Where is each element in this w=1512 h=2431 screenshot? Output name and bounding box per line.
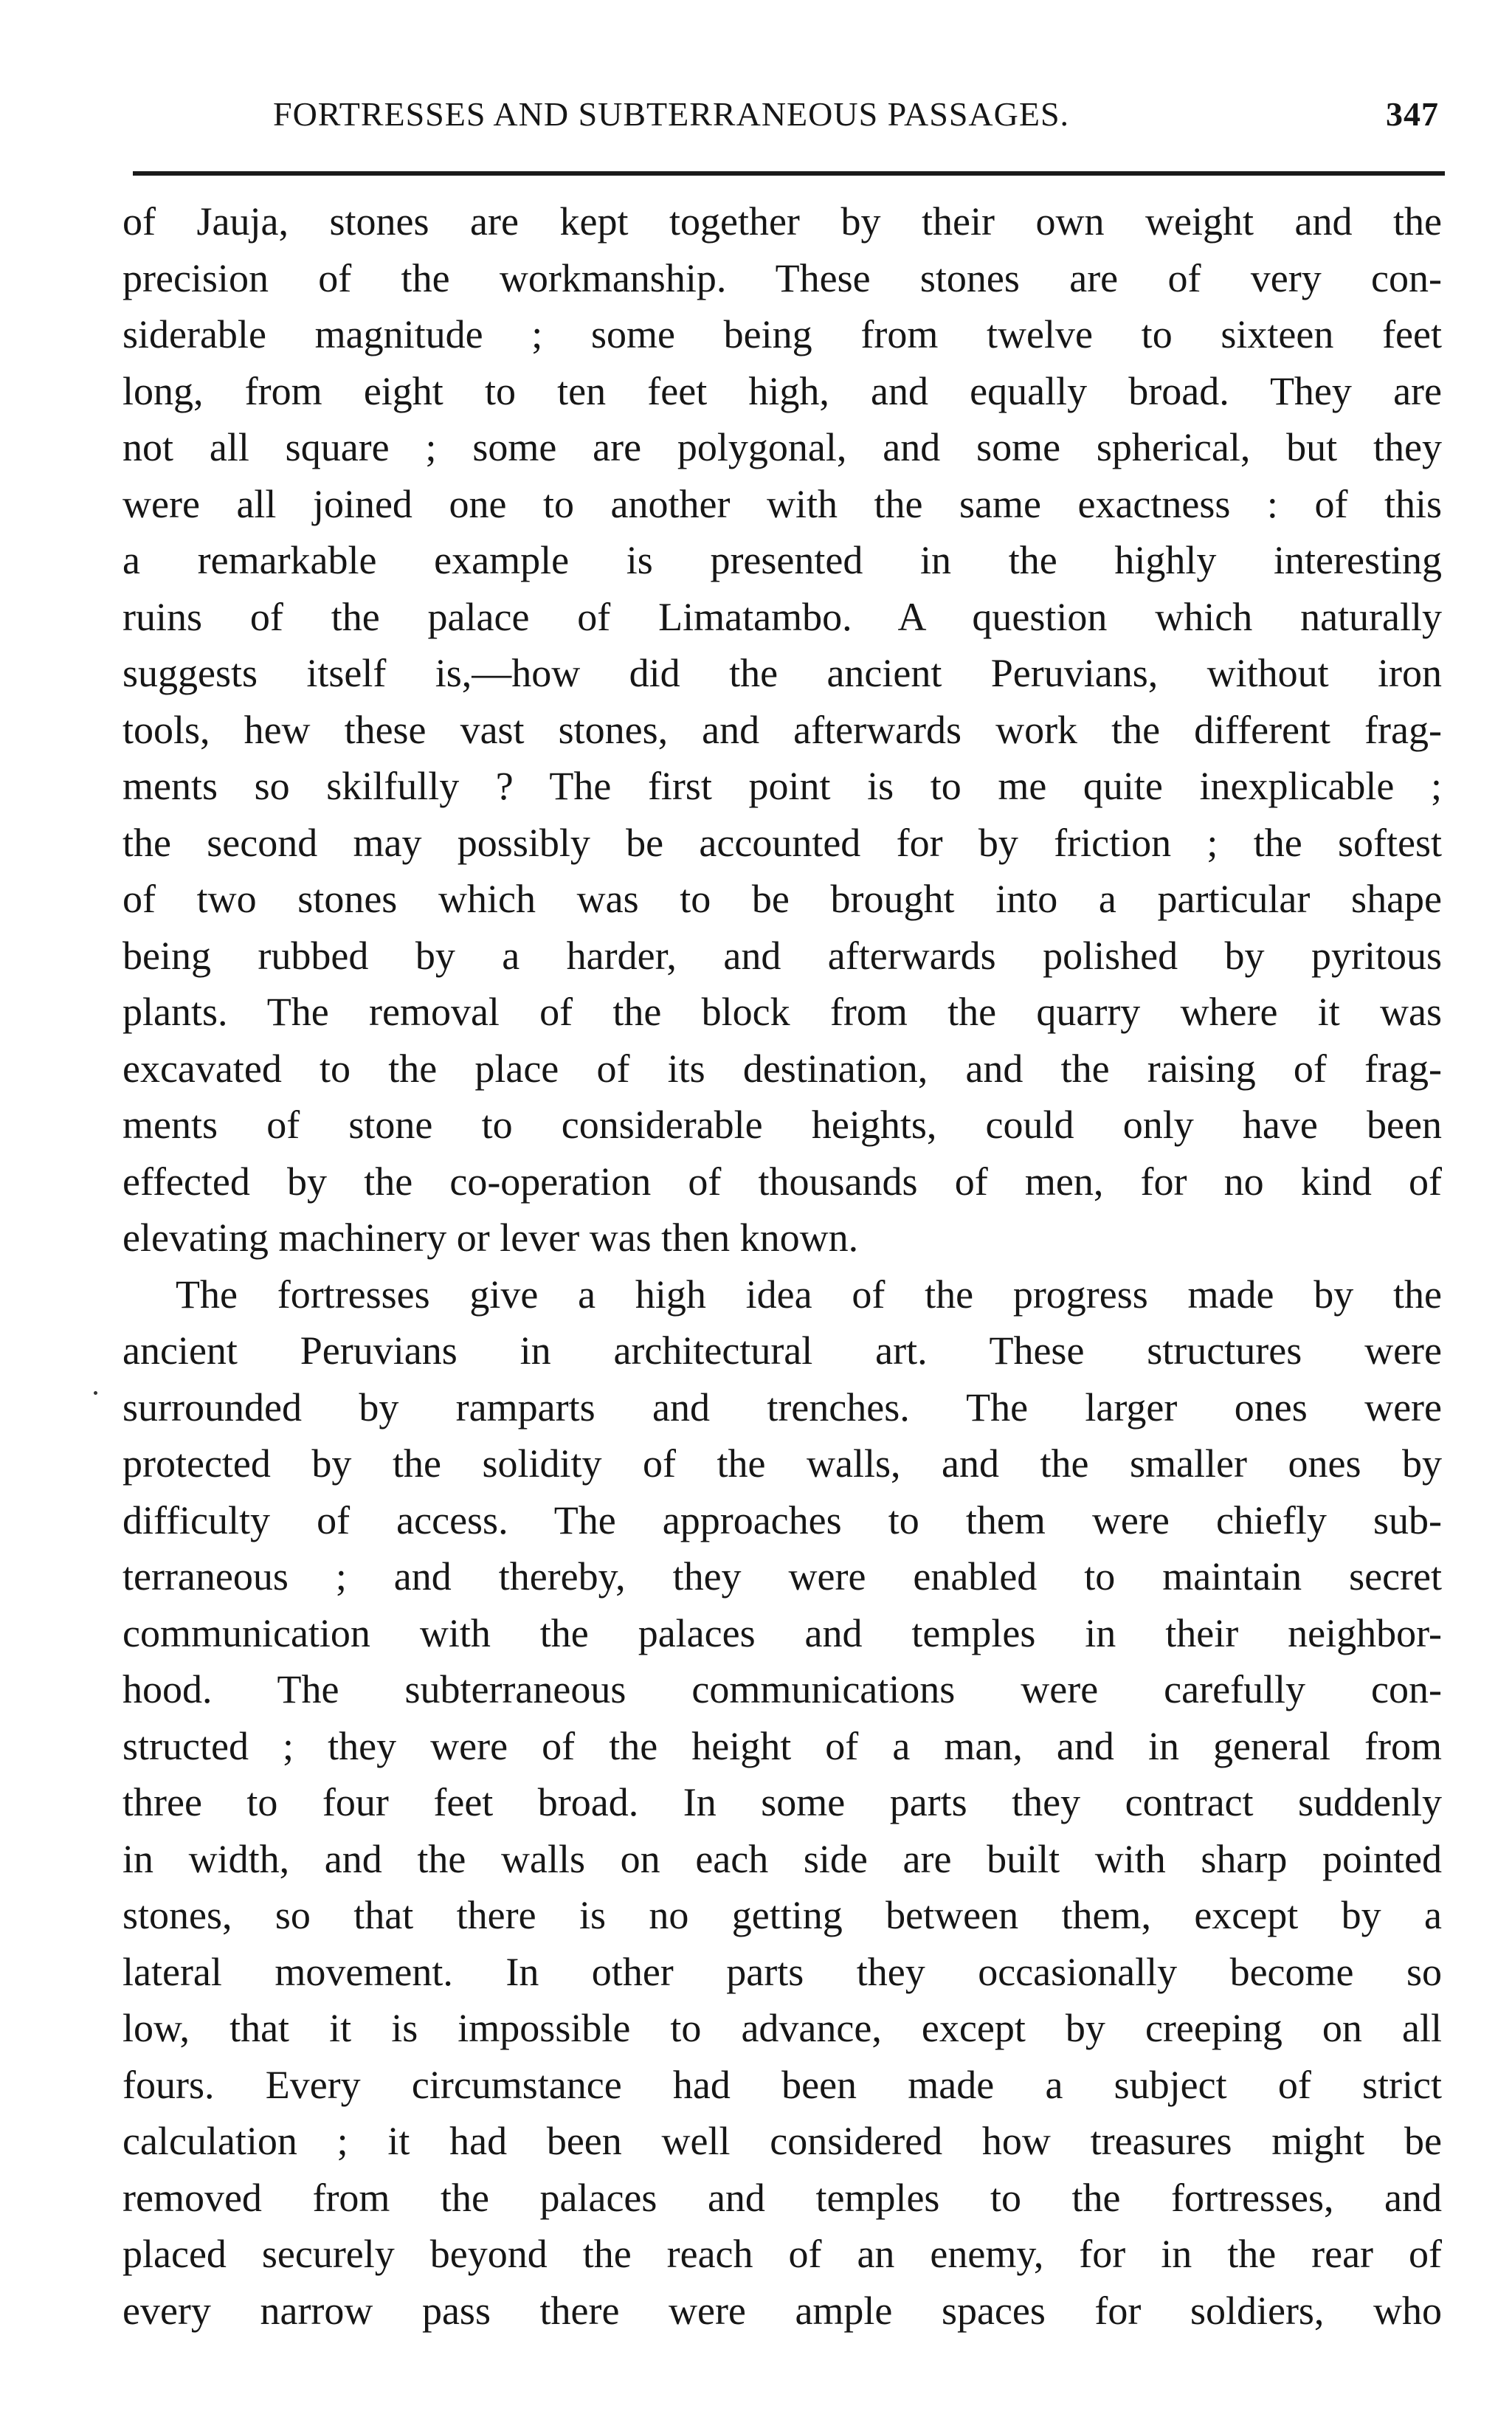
text-line: three to four feet broad. In some parts they contract suddenly — [122, 1780, 1442, 1824]
text-line: hood. The subterraneous communications were carefully con- — [122, 1667, 1442, 1711]
text-line: tools, hew these vast stones, and afterwards work the different frag- — [122, 707, 1442, 752]
text-line: ments so skilfully ? The first point is to me quite inexplicable ; — [122, 764, 1442, 808]
text-line: long, from eight to ten feet high, and equally broad. They are — [122, 368, 1442, 413]
text-line: plants. The removal of the block from the quarry where it was — [122, 990, 1442, 1034]
text-line: effected by the co-operation of thousands of men, for no kind of — [122, 1159, 1442, 1204]
text-line: calculation ; it had been well considered how treasures might be — [122, 2119, 1442, 2163]
text-line: protected by the solidity of the walls, and the smaller ones by — [122, 1441, 1442, 1486]
text-line: ments of stone to considerable heights, could only have been — [122, 1103, 1442, 1147]
header-rule — [133, 171, 1445, 176]
text-line: siderable magnitude ; some being from twelve to sixteen feet — [122, 312, 1442, 356]
margin-speck — [94, 1391, 97, 1395]
text-line: surrounded by ramparts and trenches. The larger ones were — [122, 1385, 1442, 1430]
running-title: FORTRESSES AND SUBTERRANEOUS PASSAGES. — [273, 95, 1070, 133]
text-line: structed ; they were of the height of a man, and in general from — [122, 1723, 1442, 1768]
body-text — [122, 193, 1442, 2339]
text-line: suggests itself is,—how did the ancient Peruvians, without iron — [122, 651, 1442, 695]
text-line: of Jauja, stones are kept together by their own weight and the — [122, 199, 1442, 244]
running-header — [273, 94, 1446, 154]
text-line: a remarkable example is presented in the highly interesting — [122, 538, 1442, 582]
text-line: fours. Every circumstance had been made a subject of strict — [122, 2062, 1442, 2107]
text-line: stones, so that there is no getting between them, except by a — [122, 1893, 1442, 1937]
text-line: the second may possibly be accounted for by friction ; the softest — [122, 820, 1442, 865]
text-line: elevating machinery or lever was then known. — [122, 1216, 859, 1260]
text-line: terraneous ; and thereby, they were enabled to maintain secret — [122, 1554, 1442, 1599]
text-line: were all joined one to another with the same exactness : of this — [122, 481, 1442, 526]
text-line: The fortresses give a high idea of the progress made by the — [176, 1272, 1442, 1317]
text-line: every narrow pass there were ample spaces for soldiers, who — [122, 2288, 1442, 2333]
text-line: ruins of the palace of Limatambo. A question which naturally — [122, 594, 1442, 639]
text-line: difficulty of access. The approaches to them were chiefly sub- — [122, 1497, 1442, 1542]
text-line: removed from the palaces and temples to the fortresses, and — [122, 2175, 1442, 2220]
page-number: 347 — [1386, 95, 1439, 133]
text-line: in width, and the walls on each side are built with sharp pointed — [122, 1836, 1442, 1881]
text-line: precision of the workmanship. These stones are of very con- — [122, 255, 1442, 300]
text-line: ancient Peruvians in architectural art. These structures were — [122, 1328, 1442, 1373]
text-line: placed securely beyond the reach of an enemy, for in the rear of — [122, 2232, 1442, 2276]
text-line: lateral movement. In other parts they occasionally become so — [122, 1949, 1442, 1994]
text-line: communication with the palaces and temples in their neighbor- — [122, 1610, 1442, 1655]
text-line: not all square ; some are polygonal, and some spherical, but they — [122, 425, 1442, 469]
text-line: low, that it is impossible to advance, except by creeping on all — [122, 2006, 1442, 2050]
text-line: of two stones which was to be brought into a particular shape — [122, 877, 1442, 921]
text-line: being rubbed by a harder, and afterwards polished by pyritous — [122, 933, 1442, 978]
text-line: excavated to the place of its destination, and the raising of frag- — [122, 1046, 1442, 1091]
